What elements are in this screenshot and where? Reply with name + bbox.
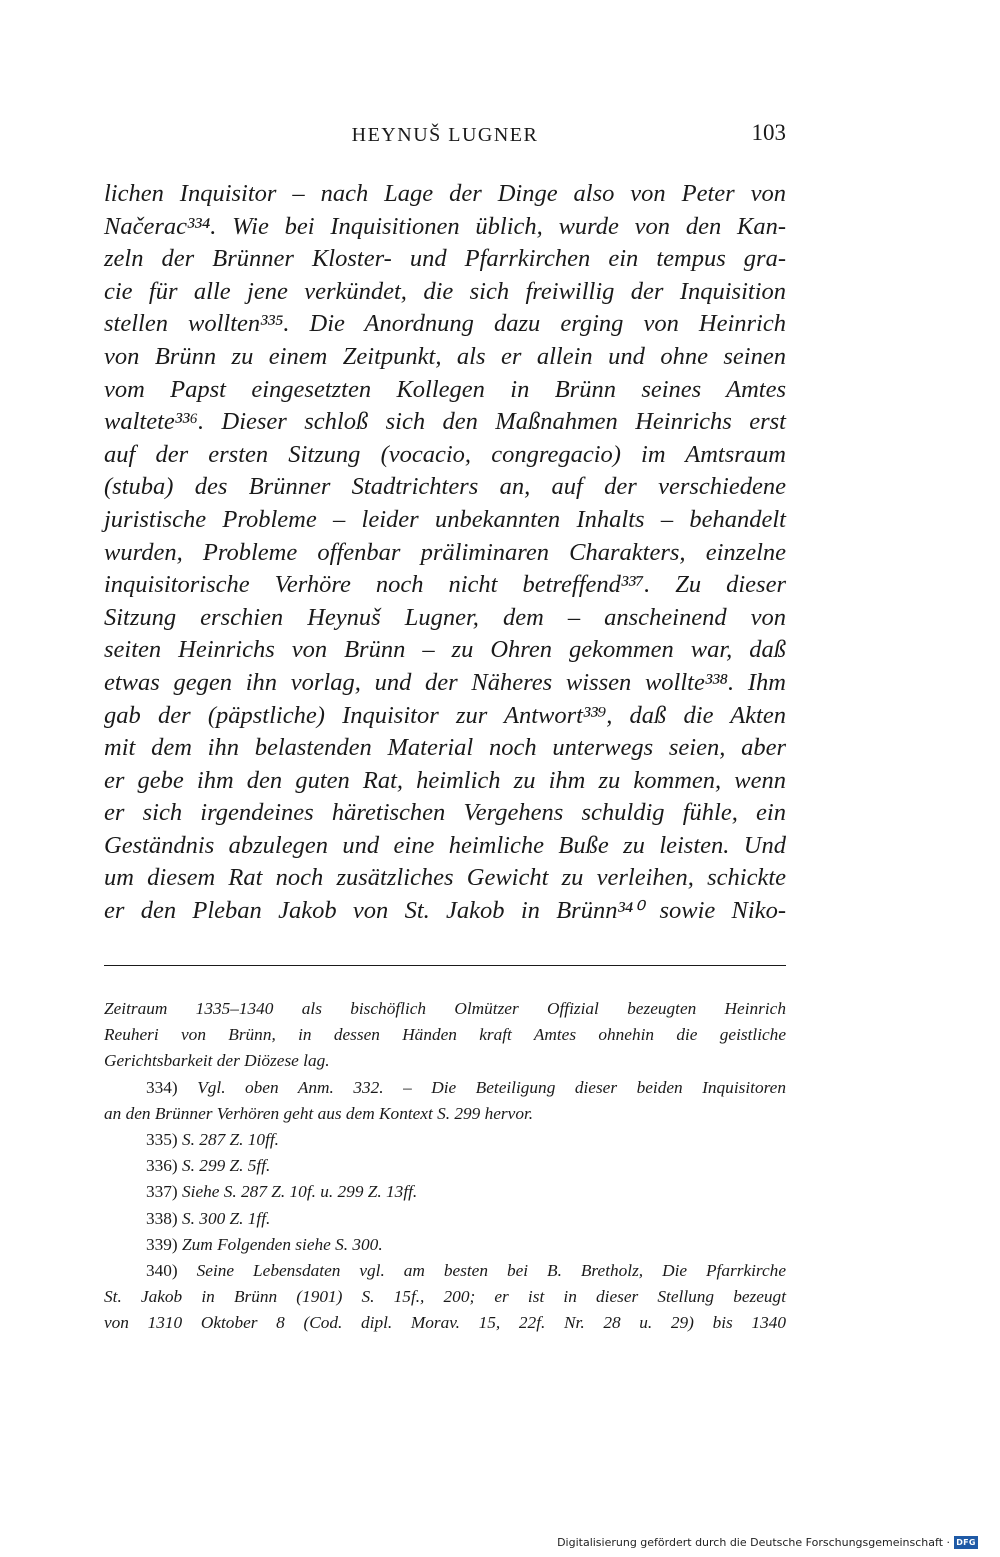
body-line: stellen wollten³³⁵. Die Anordnung dazu erging von Heinrich [104,310,786,338]
footnote-number: 340) [146,1260,178,1280]
footnote-335 [104,1127,786,1153]
body-line: inquisitorische Verhöre noch nicht betreffend³³⁷. Zu dieser [104,571,786,599]
footnote-text: Seine Lebensdaten vgl. am besten bei B. Bretholz, Die Pfarrkirche [196,1260,786,1280]
footnote-334-line-2: an den Brünner Verhören geht aus dem Kontext S. 299 hervor. [104,1103,534,1123]
footnote-continuation-line: Reuheri von Brünn, in dessen Händen kraft Amtes ohnehin die geistliche [104,1025,786,1045]
body-line: waltete³³⁶. Dieser schloß sich den Maßnahmen Heinrichs erst [104,408,786,436]
dfg-logo-icon [954,1536,978,1549]
footnote-337 [104,1179,786,1205]
footnote-text: S. 287 Z. 10ff. [182,1129,279,1149]
footnote-number: 334) [146,1077,178,1097]
credit-text: Digitalisierung gefördert durch die Deutsche Forschungsgemeinschaft · [557,1536,950,1549]
body-line: zeln der Brünner Kloster- und Pfarrkirchen ein tempus gra- [104,245,786,273]
body-line: gab der (päpstliche) Inquisitor zur Antwort³³⁹, daß die Akten [104,701,786,729]
footnote-334 [104,1075,786,1101]
footnote-number: 336) [146,1156,178,1176]
body-line: von Brünn zu einem Zeitpunkt, als er allein und ohne seinen [104,342,786,370]
footnote-text: Vgl. oben Anm. 332. – Die Beteiligung dieser beiden Inquisitoren [197,1077,786,1097]
footnote-340-line-2: St. Jakob in Brünn (1901) S. 15f., 200; er ist in dieser Stellung bezeugt [104,1287,786,1307]
body-line: Sitzung erschien Heynuš Lugner, dem – anscheinend von [104,603,786,631]
footnote-340-line-3: von 1310 Oktober 8 (Cod. dipl. Morav. 15, 22f. Nr. 28 u. 29) bis 1340 [104,1313,786,1333]
body-line: juristische Probleme – leider unbekannten Inhalts – behandelt [104,505,786,533]
body-line: mit dem ihn belastenden Material noch unterwegs seien, aber [104,734,786,762]
body-line: cie für alle jene verkündet, die sich freiwillig der Inquisition [104,277,786,305]
footnote-338 [104,1206,786,1232]
footnote-340 [104,1258,786,1284]
running-title: HEYNUŠ LUGNER [351,124,539,146]
footnote-text: Zum Folgenden siehe S. 300. [182,1234,383,1254]
dfg-logo-text: DFG [956,1538,976,1547]
footnote-number: 339) [146,1234,178,1254]
footnote-number: 335) [146,1129,178,1149]
body-line: auf der ersten Sitzung (vocacio, congregacio) im Amtsraum [104,440,786,468]
body-line: lichen Inquisitor – nach Lage der Dinge also von Peter von [104,180,786,207]
footnote-continuation-line: Gerichtsbarkeit der Diözese lag. [104,1051,330,1071]
footnote-divider [104,965,786,966]
footnote-339 [104,1232,786,1258]
body-line: wurden, Probleme offenbar präliminaren Charakters, einzelne [104,538,786,566]
body-line: Načerac³³⁴. Wie bei Inquisitionen üblich, wurde von den Kan- [104,212,786,240]
footnotes [104,996,786,1336]
footnote-number: 338) [146,1208,178,1228]
body-line: Geständnis abzulegen und eine heimliche Buße zu leisten. Und [104,831,786,859]
footnote-336 [104,1153,786,1179]
body-text [104,178,786,928]
body-line: vom Papst eingesetzten Kollegen in Brünn seines Amtes [104,375,786,403]
body-line: er den Pleban Jakob von St. Jakob in Brünn³⁴⁰ sowie Niko- [104,897,786,925]
footnote-text: S. 300 Z. 1ff. [182,1208,271,1228]
body-line: er gebe ihm den guten Rat, heimlich zu ihm zu kommen, wenn [104,766,786,794]
body-line: seiten Heinrichs von Brünn – zu Ohren gekommen war, daß [104,636,786,664]
page-number: 103 [751,120,786,145]
body-line: etwas gegen ihn vorlag, und der Näheres wissen wollte³³⁸. Ihm [104,668,786,696]
footnote-number: 337) [146,1182,178,1202]
footnote-text: S. 299 Z. 5ff. [182,1156,271,1176]
running-head [104,120,786,154]
digitization-credit [557,1536,978,1549]
body-line: um diesem Rat noch zusätzliches Gewicht zu verleihen, schickte [104,864,786,892]
footnote-continuation-line: Zeitraum 1335–1340 als bischöflich Olmützer Offizial bezeugten Heinrich [104,999,786,1018]
footnote-text: Siehe S. 287 Z. 10f. u. 299 Z. 13ff. [182,1182,418,1202]
body-line: (stuba) des Brünner Stadtrichters an, auf der verschiedene [104,473,786,501]
body-line: er sich irgendeines häretischen Vergehens schuldig fühle, ein [104,799,786,827]
